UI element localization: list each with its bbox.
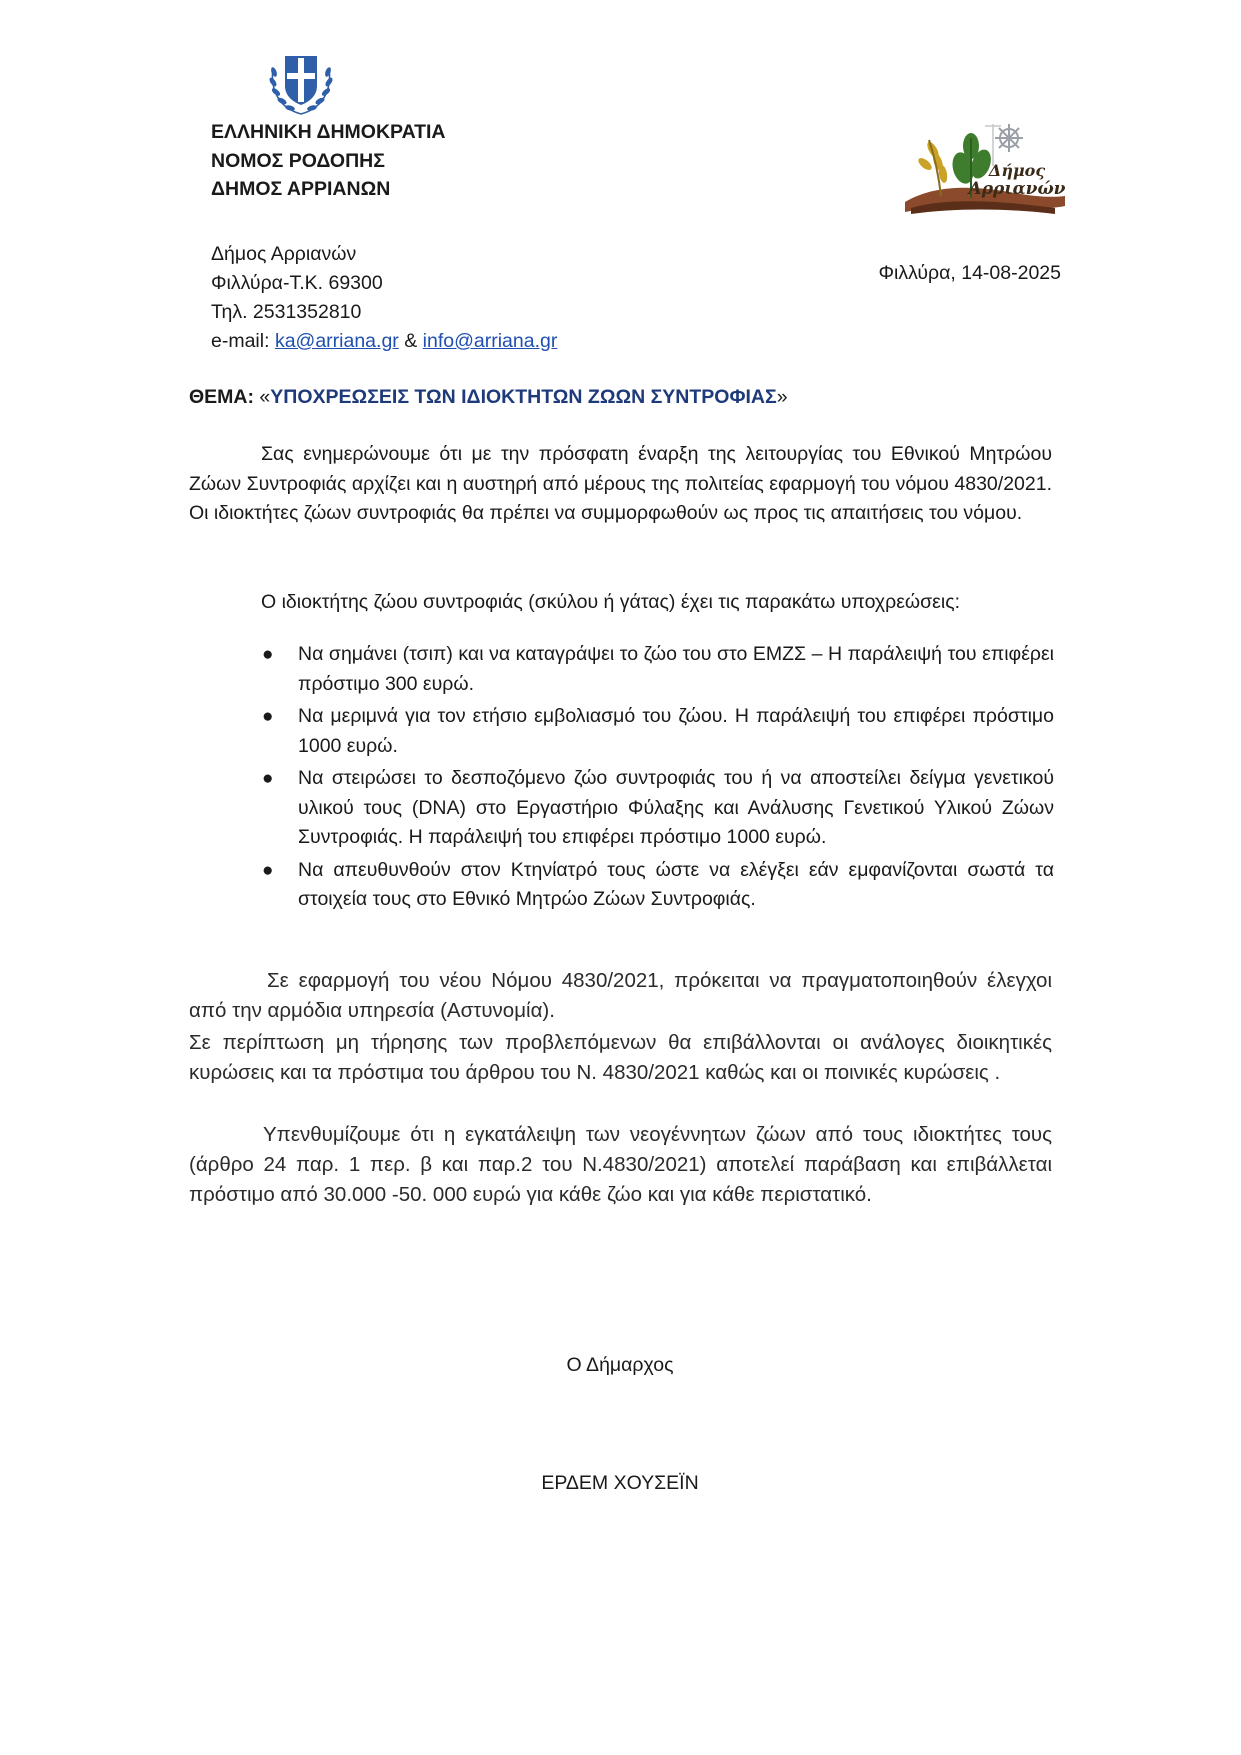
country-name: ΕΛΛΗΝΙΚΗ ΔΗΜΟΚΡΑΤΙΑ: [211, 121, 446, 143]
bullet-icon: ●: [262, 859, 274, 881]
bullet-icon: ●: [262, 644, 274, 665]
subject-close-quote: »: [776, 386, 788, 408]
subject-label: ΘΕΜΑ:: [189, 386, 254, 408]
logo-text-line1: Δήμος: [988, 161, 1046, 180]
list-item: [262, 702, 1054, 761]
subject-open-quote: «: [259, 386, 271, 408]
obligations-intro: Ο ιδιοκτήτης ζώου συντροφιάς (σκύλου ή γάτας) έχει τις παρακάτω υποχρεώσεις:: [261, 591, 961, 613]
signatory-title: Ο Δήμαρχος: [566, 1354, 674, 1376]
list-item: [262, 764, 1054, 853]
list-item: [262, 856, 1054, 915]
sanctions-paragraph: Σε περίπτωση μη τήρησης των προβλεπόμενων θα επιβάλλονται οι ανάλογες διοικητικές κυρώσεις και τα πρόστιμα του άρθρου του Ν. 4830/2021 καθώς και οι ποινικές κυρώσεις .: [189, 1031, 1052, 1084]
obligation-text: Να σημάνει (τσιπ) και να καταγράψει το ζώο του στο ΕΜΖΣ – Η παράλειψή του επιφέρει πρόστιμο 300 ευρώ.: [298, 643, 1054, 695]
contact-email-line: [211, 327, 557, 356]
municipality-name: ΔΗΜΟΣ ΑΡΡΙΑΝΩΝ: [211, 178, 391, 200]
contact-block: [211, 240, 557, 356]
email-link-info[interactable]: info@arriana.gr: [422, 330, 558, 352]
list-item: [262, 640, 1054, 699]
contact-address: Φιλλύρα-Τ.Κ. 69300: [211, 272, 383, 294]
obligation-text: Να απευθυνθούν στον Κτηνίατρό τους ώστε να ελέγξει εάν εμφανίζονται σωστά τα στοιχεία τους στο Εθνικό Μητρώο Ζώων Συντροφιάς.: [298, 858, 1054, 910]
logo-text-line2: Αρριανών: [968, 179, 1065, 199]
bullet-icon: ●: [262, 768, 274, 789]
signatory-name: ΕΡΔΕΜ ΧΟΥΣΕΪΝ: [541, 1472, 699, 1494]
document-date: Φιλλύρα, 14-08-2025: [878, 262, 1061, 284]
obligation-text: Να στειρώσει το δεσποζόμενο ζώο συντροφιάς του ή να αποστείλει δείγμα γενετικού υλικού τους (DNA) στο Εργαστήριο Φύλαξης και Ανάλυσης Γενετικού Υλικού Ζώων Συντροφιάς. Η παράλειψή του επιφέρει πρόστιμο 1000 ευρώ.: [298, 767, 1054, 848]
email-link-ka[interactable]: ka@arriana.gr: [274, 330, 399, 352]
abandonment-paragraph: Υπενθυμίζουμε ότι η εγκατάλειψη των νεογέννητων ζώων από τους ιδιοκτήτες τους (άρθρο 24 παρ. 1 περ. β και παρ.2 του Ν.4830/2021) αποτελεί παράβαση και επιβάλλεται πρόστιμο από 30.000 -50. 000 ευρώ για κάθε ζώο και για κάθε περιστατικό.: [189, 1123, 1052, 1206]
enforcement-paragraph: Σε εφαρμογή του νέου Νόμου 4830/2021, πρόκειται να πραγματοποιηθούν έλεγχοι από την αρμόδια υπηρεσία (Αστυνομία).: [189, 969, 1052, 1022]
contact-name: Δήμος Αρριανών: [211, 243, 357, 265]
greek-emblem-icon: [265, 46, 337, 118]
municipality-logo: [905, 118, 1065, 220]
obligation-text: Να μεριμνά για τον ετήσιο εμβολιασμό του ζώου. Η παράλειψή του επιφέρει πρόστιμο 1000 ευρώ.: [298, 705, 1054, 757]
intro-paragraph: Σας ενημερώνουμε ότι με την πρόσφατη έναρξη της λειτουργίας του Εθνικού Μητρώου Ζώων Συντροφιάς αρχίζει και η αυστηρή από μέρους της πολιτείας εφαρμογή του νόμου 4830/2021. Οι ιδιοκτήτες ζώων συντροφιάς θα πρέπει να συμμορφωθούν ως προς τις απαιτήσεις του νόμου.: [189, 443, 1052, 524]
subject-line: [189, 386, 788, 409]
issuer-header: [211, 118, 446, 204]
bullet-icon: ●: [262, 706, 274, 727]
prefecture-name: ΝΟΜΟΣ ΡΟΔΟΠΗΣ: [211, 149, 385, 172]
contact-phone: Τηλ. 2531352810: [211, 301, 362, 323]
obligations-list: [262, 640, 1054, 918]
email-separator: &: [404, 330, 418, 352]
email-prefix: e-mail:: [211, 330, 270, 352]
subject-text: ΥΠΟΧΡΕΩΣΕΙΣ ΤΩΝ ΙΔΙΟΚΤΗΤΩΝ ΖΩΩΝ ΣΥΝΤΡΟΦΙΑΣ: [270, 386, 777, 408]
